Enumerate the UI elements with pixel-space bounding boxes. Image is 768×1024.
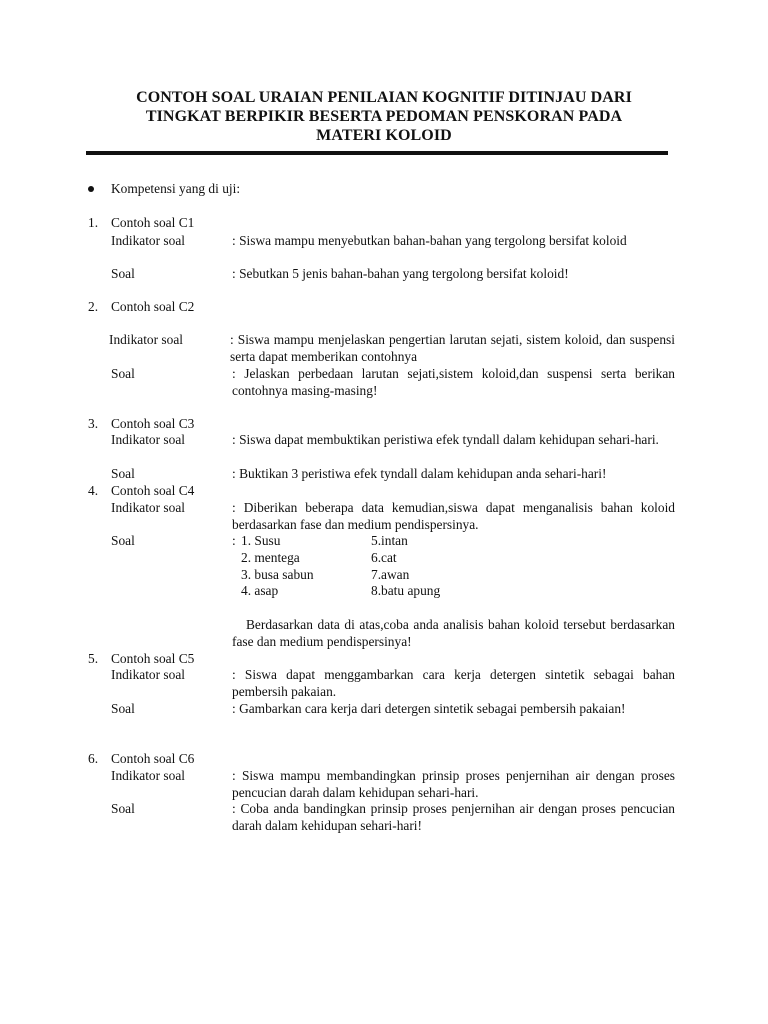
- item-6-indikator-text: : Siswa mampu membandingkan prinsip proses penjernihan air dengan proses pencucian darah dalam kehidupan sehari-hari.: [232, 768, 675, 800]
- item-5-number: 5.: [88, 651, 99, 666]
- item-1-indikator-text: : Siswa mampu menyebutkan bahan-bahan yang tergolong bersifat koloid: [232, 233, 627, 248]
- item-6-soal-text: : Coba anda bandingkan prinsip proses penjernihan air dengan proses pencucian darah dalam kehidupan sehari-hari!: [232, 801, 675, 833]
- data-item-3: 3. busa sabun: [241, 567, 314, 582]
- data-item-6: 6.cat: [371, 550, 397, 565]
- item-3-heading: Contoh soal C3: [111, 416, 195, 431]
- item-2-indikator-text: : Siswa mampu menjelaskan pengertian larutan sejati, sistem koloid, dan suspensi serta dapat memberikan contohnya: [230, 332, 675, 364]
- item-4-indikator-text: : Diberikan beberapa data kemudian,siswa dapat menganalisis bahan koloid berdasarkan fase dan medium pendispersinya.: [232, 500, 675, 532]
- item-2-soal-label: Soal: [111, 366, 135, 381]
- item-4-soal-question: Berdasarkan data di atas,coba anda analisis bahan koloid tersebut berdasarkan fase dan medium pendispersinya!: [232, 617, 675, 649]
- item-1-soal-label: Soal: [111, 266, 135, 281]
- item-2-soal-text: : Jelaskan perbedaan larutan sejati,sistem koloid,dan suspensi serta berikan contohnya masing-masing!: [232, 366, 675, 398]
- item-1-heading: Contoh soal C1: [111, 215, 195, 230]
- data-item-1: 1. Susu: [241, 533, 281, 548]
- item-2-heading: Contoh soal C2: [111, 299, 195, 314]
- item-2-number: 2.: [88, 299, 99, 314]
- item-5-heading: Contoh soal C5: [111, 651, 195, 666]
- title-underline-rule: [86, 151, 668, 155]
- data-item-5: 5.intan: [371, 533, 408, 548]
- title-line-1: CONTOH SOAL URAIAN PENILAIAN KOGNITIF DITINJAU DARI: [136, 89, 632, 106]
- item-2-indikator-label: Indikator soal: [109, 332, 184, 347]
- item-6-soal-label: Soal: [111, 801, 135, 816]
- item-5-soal-label: Soal: [111, 701, 135, 716]
- item-1-soal-text: : Sebutkan 5 jenis bahan-bahan yang tergolong bersifat koloid!: [232, 266, 569, 281]
- item-1-number: 1.: [88, 215, 99, 230]
- document-title: [90, 88, 678, 145]
- item-3-indikator-label: Indikator soal: [111, 432, 186, 447]
- data-item-8: 8.batu apung: [371, 583, 441, 598]
- item-4-indikator-label: Indikator soal: [111, 500, 186, 515]
- data-item-4: 4. asap: [241, 583, 279, 598]
- item-6-heading: Contoh soal C6: [111, 751, 195, 766]
- item-6-indikator-label: Indikator soal: [111, 768, 186, 783]
- item-5-indikator-label: Indikator soal: [111, 667, 186, 682]
- item-3-number: 3.: [88, 416, 99, 431]
- data-item-2: 2. mentega: [241, 550, 300, 565]
- item-5-indikator-text: : Siswa dapat menggambarkan cara kerja detergen sintetik sebagai bahan pembersih pakaian.: [232, 667, 675, 699]
- kompetensi-text: Kompetensi yang di uji:: [111, 181, 241, 196]
- item-5-soal-text: : Gambarkan cara kerja dari detergen sintetik sebagai pembersih pakaian!: [232, 701, 626, 716]
- item-3-indikator-text: : Siswa dapat membuktikan peristiwa efek tyndall dalam kehidupan sehari-hari.: [232, 432, 659, 447]
- bullet-icon: [88, 186, 94, 192]
- title-line-2: TINGKAT BERPIKIR BESERTA PEDOMAN PENSKORAN PADA: [145, 108, 623, 125]
- item-4-heading: Contoh soal C4: [111, 483, 195, 498]
- item-3-soal-label: Soal: [111, 466, 135, 481]
- item-4-soal-colon: :: [232, 533, 236, 548]
- data-item-7: 7.awan: [371, 567, 410, 582]
- item-6-number: 6.: [88, 751, 99, 766]
- title-line-3: MATERI KOLOID: [316, 127, 452, 144]
- item-3-soal-text: : Buktikan 3 peristiwa efek tyndall dalam kehidupan anda sehari-hari!: [232, 466, 607, 481]
- item-4-soal-label: Soal: [111, 533, 135, 548]
- item-4-number: 4.: [88, 483, 99, 498]
- item-1-indikator-label: Indikator soal: [111, 233, 186, 248]
